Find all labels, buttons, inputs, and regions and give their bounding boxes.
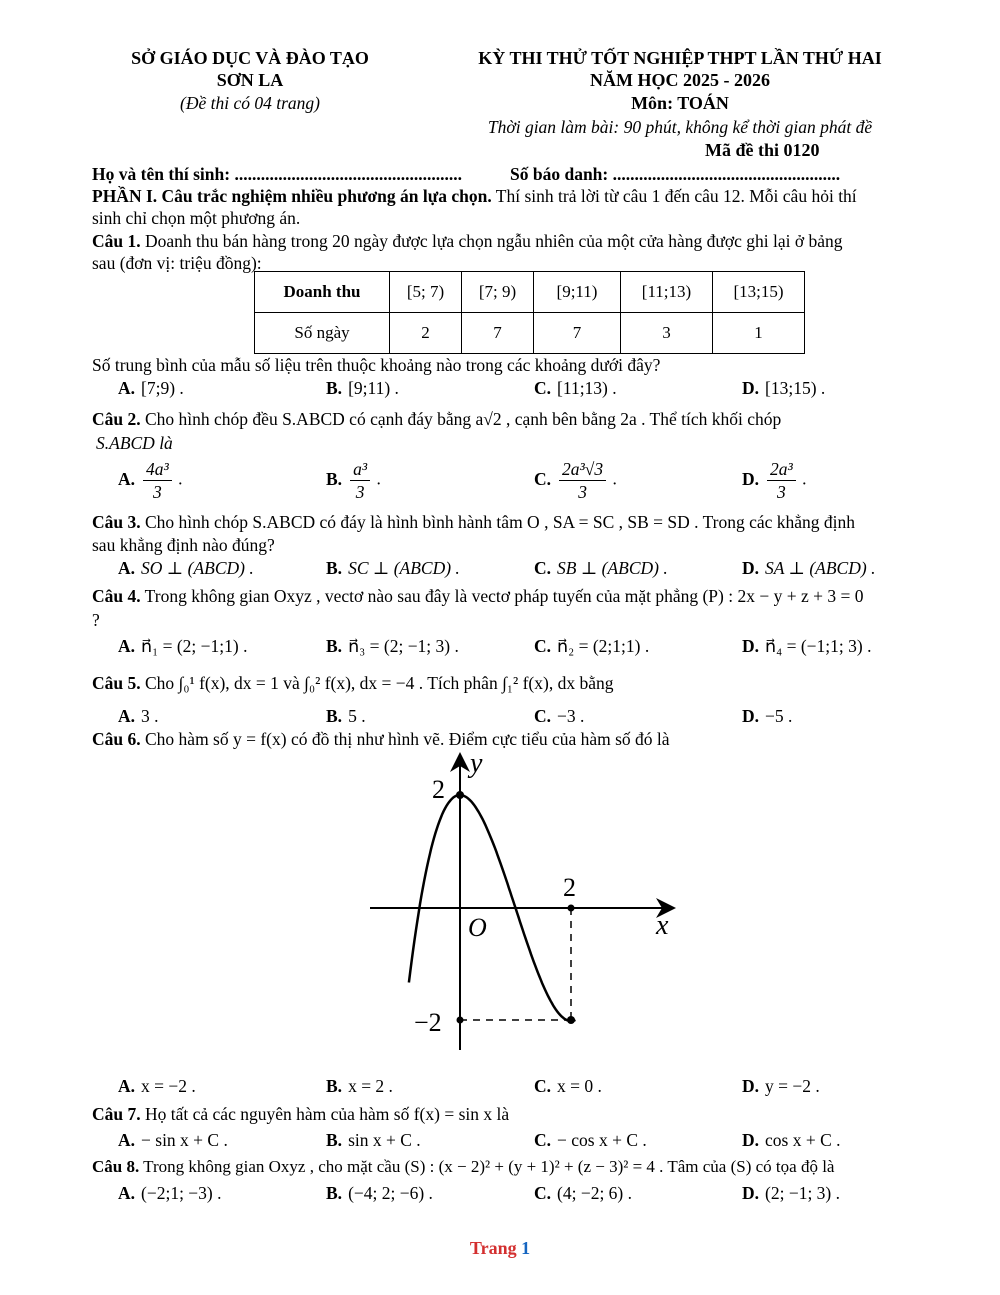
q7-option-d[interactable] xyxy=(742,1130,841,1151)
q1-option-d[interactable] xyxy=(742,378,825,399)
numerator: a³ xyxy=(350,458,370,481)
part1-instruction-cont: sinh chỉ chọn một phương án. xyxy=(92,208,301,228)
department-name: SỞ GIÁO DỤC VÀ ĐÀO TẠO xyxy=(131,48,369,68)
option-text: − cos x + C . xyxy=(557,1130,647,1150)
q8-option-a[interactable] xyxy=(118,1183,222,1204)
page-number: 1 xyxy=(521,1238,531,1258)
page-word: Trang xyxy=(469,1238,517,1258)
option-text: SC ⊥ (ABCD) . xyxy=(348,558,460,578)
q4-option-b[interactable] xyxy=(326,636,459,657)
x-tick-label: 2 xyxy=(563,873,576,902)
q4-stem-cont: ? xyxy=(92,610,100,630)
q6-option-d[interactable] xyxy=(742,1076,820,1097)
q5-text xyxy=(92,673,613,694)
q2-number: Câu 2. xyxy=(92,409,141,429)
option-label: D. xyxy=(742,706,760,726)
option-label: A. xyxy=(118,1183,136,1203)
denominator: 3 xyxy=(355,482,365,502)
province-name: SƠN LA xyxy=(216,70,284,90)
q8-option-c[interactable] xyxy=(534,1183,632,1204)
option-text: SB ⊥ (ABCD) . xyxy=(557,558,668,578)
q3-option-a[interactable] xyxy=(118,558,254,579)
option-label: C. xyxy=(534,636,552,656)
q3-stem-cont: sau khẳng định nào đúng? xyxy=(92,535,275,555)
q1-stem-cont: sau (đơn vị: triệu đồng): xyxy=(92,253,262,273)
q6-option-a[interactable] xyxy=(118,1076,196,1097)
q3-number: Câu 3. xyxy=(92,512,141,532)
x-axis-label: x xyxy=(656,910,669,941)
option-text: − sin x + C . xyxy=(141,1130,228,1150)
q8-option-d[interactable] xyxy=(742,1183,840,1204)
q1-text xyxy=(92,231,842,252)
q7-option-a[interactable] xyxy=(118,1130,228,1151)
q8-number: Câu 8. xyxy=(92,1157,140,1176)
q5-option-c[interactable] xyxy=(534,706,584,727)
option-label: D. xyxy=(742,636,760,656)
q2-option-c[interactable]: C. $\frac{\text{2a³√3}}{3}$ . xyxy=(534,459,617,502)
q3-stem: Cho hình chóp S.ABCD có đáy là hình bình hành tâm O , SA = SC , SB = SD . Trong các khẳng định xyxy=(140,512,856,532)
option-text: x = 2 . xyxy=(348,1076,393,1096)
table-cell: 7 xyxy=(534,313,621,354)
table-cell: 3 xyxy=(621,313,713,354)
numerator: 2a³√3 xyxy=(559,458,606,481)
q1-option-a[interactable] xyxy=(118,378,184,399)
option-label: C. xyxy=(534,1183,552,1203)
option-text: 3 . xyxy=(141,706,159,726)
x-tick-point xyxy=(568,905,575,912)
table-header-cell: [9;11) xyxy=(534,272,621,313)
page-footer xyxy=(0,1238,1000,1259)
revenue-table xyxy=(254,271,805,354)
q7-text xyxy=(92,1104,509,1125)
fraction xyxy=(559,458,606,503)
option-text: (−4; 2; −6) . xyxy=(348,1183,433,1203)
option-text: sin x + C . xyxy=(348,1130,421,1150)
q1-number: Câu 1. xyxy=(92,231,141,251)
page-count-note: (Đề thi có 04 trang) xyxy=(180,93,320,113)
option-label: B. xyxy=(326,378,343,398)
exam-title: KỲ THI THỬ TỐT NGHIỆP THPT LẦN THỨ HAI xyxy=(478,48,882,68)
option-text: cos x + C . xyxy=(765,1130,841,1150)
q1-question: Số trung bình của mẫu số liệu trên thuộc khoảng nào trong các khoảng dưới đây? xyxy=(92,355,661,375)
option-label: B. xyxy=(326,468,343,489)
function-graph xyxy=(360,750,690,1060)
numerator: 4a³ xyxy=(143,458,172,481)
q5-option-a[interactable] xyxy=(118,706,159,727)
time-note: Thời gian làm bài: 90 phút, không kể thời gian phát đề xyxy=(487,117,873,137)
option-text: n⃗₃ = (2; −1; 3) . xyxy=(348,636,459,656)
option-text: SA ⊥ (ABCD) . xyxy=(765,558,876,578)
q1-option-b[interactable] xyxy=(326,378,399,399)
q2-option-d[interactable]: D. $\frac{\text{2a³}}{3}$ . xyxy=(742,459,807,502)
q8-option-b[interactable] xyxy=(326,1183,433,1204)
option-text: (2; −1; 3) . xyxy=(765,1183,841,1203)
part1-instruction: Thí sinh trả lời từ câu 1 đến câu 12. Mỗi câu hỏi thí xyxy=(491,186,857,206)
student-id-line: Số báo danh: .................................................... xyxy=(510,164,841,184)
q6-stem: Cho hàm số y = f(x) có đồ thị như hình vẽ. Điểm cực tiểu của hàm số đó là xyxy=(140,729,670,749)
option-text: n⃗₄ = (−1;1; 3) . xyxy=(765,636,872,656)
q3-option-d[interactable] xyxy=(742,558,875,579)
option-label: D. xyxy=(742,1130,760,1150)
q5-option-b[interactable] xyxy=(326,706,366,727)
part1-heading xyxy=(92,186,857,207)
option-text: [11;13) . xyxy=(557,378,617,398)
option-label: A. xyxy=(118,1076,136,1096)
q6-text xyxy=(92,729,670,750)
q7-option-b[interactable] xyxy=(326,1130,421,1151)
fraction xyxy=(350,458,370,503)
option-text: (−2;1; −3) . xyxy=(141,1183,222,1203)
fraction xyxy=(767,458,796,503)
option-text: [7;9) . xyxy=(141,378,184,398)
q5-stem: Cho ∫₀¹ f(x), dx = 1 và ∫₀² f(x), dx = −4 . Tích phân ∫₁² f(x), dx bằng xyxy=(140,673,614,693)
option-label: A. xyxy=(118,378,136,398)
option-text: [13;15) . xyxy=(765,378,826,398)
table-header-cell: [7; 9) xyxy=(462,272,534,313)
option-text: y = −2 . xyxy=(765,1076,820,1096)
table-header-cell: [13;15) xyxy=(713,272,805,313)
q4-option-c[interactable] xyxy=(534,636,649,657)
table-header-cell: [11;13) xyxy=(621,272,713,313)
option-label: B. xyxy=(326,1076,343,1096)
table-row-label: Số ngày xyxy=(255,313,390,354)
max-point xyxy=(456,791,464,799)
q4-option-a[interactable] xyxy=(118,636,247,657)
option-label: D. xyxy=(742,558,760,578)
q3-text xyxy=(92,512,855,533)
denominator: 3 xyxy=(578,482,587,502)
q1-option-c[interactable] xyxy=(534,378,617,399)
option-label: B. xyxy=(326,1130,343,1150)
q4-stem: Trong không gian Oxyz , vectơ nào sau đây là vectơ pháp tuyến của mặt phẳng (P) : 2x − y + z + 3 = 0 xyxy=(140,586,864,606)
subject: Môn: TOÁN xyxy=(631,93,729,113)
option-label: A. xyxy=(118,636,136,656)
q1-stem: Doanh thu bán hàng trong 20 ngày được lựa chọn ngẫu nhiên của một cửa hàng được ghi lại ở bảng xyxy=(140,231,843,251)
table-cell: 2 xyxy=(390,313,462,354)
option-label: A. xyxy=(118,468,136,489)
denominator: 3 xyxy=(153,482,162,502)
option-label: B. xyxy=(326,706,343,726)
origin-label: O xyxy=(468,913,487,942)
option-label: D. xyxy=(742,378,760,398)
table-header-cell: [5; 7) xyxy=(390,272,462,313)
option-label: C. xyxy=(534,1130,552,1150)
q2-option-b[interactable]: B. $\frac{\text{a³}}{3}$ . xyxy=(326,459,381,502)
q3-option-b[interactable] xyxy=(326,558,460,579)
q2-stem-cont: S.ABCD là xyxy=(96,433,173,453)
option-label: B. xyxy=(326,558,343,578)
student-name-line: Họ và tên thí sinh: .................................................... xyxy=(92,164,462,184)
option-label: C. xyxy=(534,468,552,489)
q3-option-c[interactable] xyxy=(534,558,668,579)
option-text: x = 0 . xyxy=(557,1076,602,1096)
option-text: (4; −2; 6) . xyxy=(557,1183,633,1203)
q5-option-d[interactable] xyxy=(742,706,792,727)
fraction xyxy=(143,458,172,503)
option-label: C. xyxy=(534,558,552,578)
q7-number: Câu 7. xyxy=(92,1104,141,1124)
option-label: D. xyxy=(742,468,760,489)
y-tick-point xyxy=(457,1017,464,1024)
option-label: D. xyxy=(742,1183,760,1203)
numerator: 2a³ xyxy=(767,458,796,481)
table-row xyxy=(255,272,805,313)
q8-text xyxy=(92,1157,834,1177)
option-label: C. xyxy=(534,1076,552,1096)
q7-option-c[interactable] xyxy=(534,1130,647,1151)
q7-stem: Họ tất cả các nguyên hàm của hàm số f(x) = sin x là xyxy=(140,1104,510,1124)
option-text: n⃗₁ = (2; −1;1) . xyxy=(141,636,248,656)
option-label: A. xyxy=(118,558,136,578)
option-label: C. xyxy=(534,706,552,726)
option-label: D. xyxy=(742,1076,760,1096)
y-tick-top-label: 2 xyxy=(432,775,445,804)
q4-text xyxy=(92,586,863,607)
table-row xyxy=(255,313,805,354)
option-text: [9;11) . xyxy=(348,378,399,398)
option-text: −3 . xyxy=(557,706,585,726)
option-label: A. xyxy=(118,706,136,726)
option-label: A. xyxy=(118,1130,136,1150)
option-label: B. xyxy=(326,636,343,656)
table-header-cell: Doanh thu xyxy=(255,272,390,313)
table-cell: 7 xyxy=(462,313,534,354)
q8-stem: Trong không gian Oxyz , cho mặt cầu (S) : (x − 2)² + (y + 1)² + (z − 3)² = 4 . Tâm của (S) có tọa độ là xyxy=(139,1157,835,1176)
q6-option-c[interactable] xyxy=(534,1076,602,1097)
q6-number: Câu 6. xyxy=(92,729,141,749)
option-label: B. xyxy=(326,1183,343,1203)
q6-option-b[interactable] xyxy=(326,1076,393,1097)
q4-option-d[interactable] xyxy=(742,636,871,657)
option-text: x = −2 . xyxy=(141,1076,196,1096)
part1-title: PHẦN I. Câu trắc nghiệm nhiều phương án lựa chọn. xyxy=(92,186,492,206)
option-text: SO ⊥ (ABCD) . xyxy=(141,558,254,578)
option-text: n⃗₂ = (2;1;1) . xyxy=(557,636,650,656)
q2-stem: Cho hình chóp đều S.ABCD có cạnh đáy bằng a√2 , cạnh bên bằng 2a . Thể tích khối chóp xyxy=(140,409,782,429)
option-text: 5 . xyxy=(348,706,366,726)
y-axis-label: y xyxy=(470,750,483,779)
q2-text xyxy=(92,409,781,430)
option-label: C. xyxy=(534,378,552,398)
table-cell: 1 xyxy=(713,313,805,354)
y-tick-bottom-label: −2 xyxy=(414,1008,442,1037)
exam-code: Mã đề thi 0120 xyxy=(705,140,820,160)
min-point xyxy=(567,1016,575,1024)
q5-number: Câu 5. xyxy=(92,673,141,693)
denominator: 3 xyxy=(777,482,786,502)
q2-option-a[interactable]: A. $\frac{\text{4a³}}{3}$ . xyxy=(118,459,183,502)
q4-number: Câu 4. xyxy=(92,586,141,606)
school-year: NĂM HỌC 2025 - 2026 xyxy=(590,70,770,90)
option-text: −5 . xyxy=(765,706,793,726)
